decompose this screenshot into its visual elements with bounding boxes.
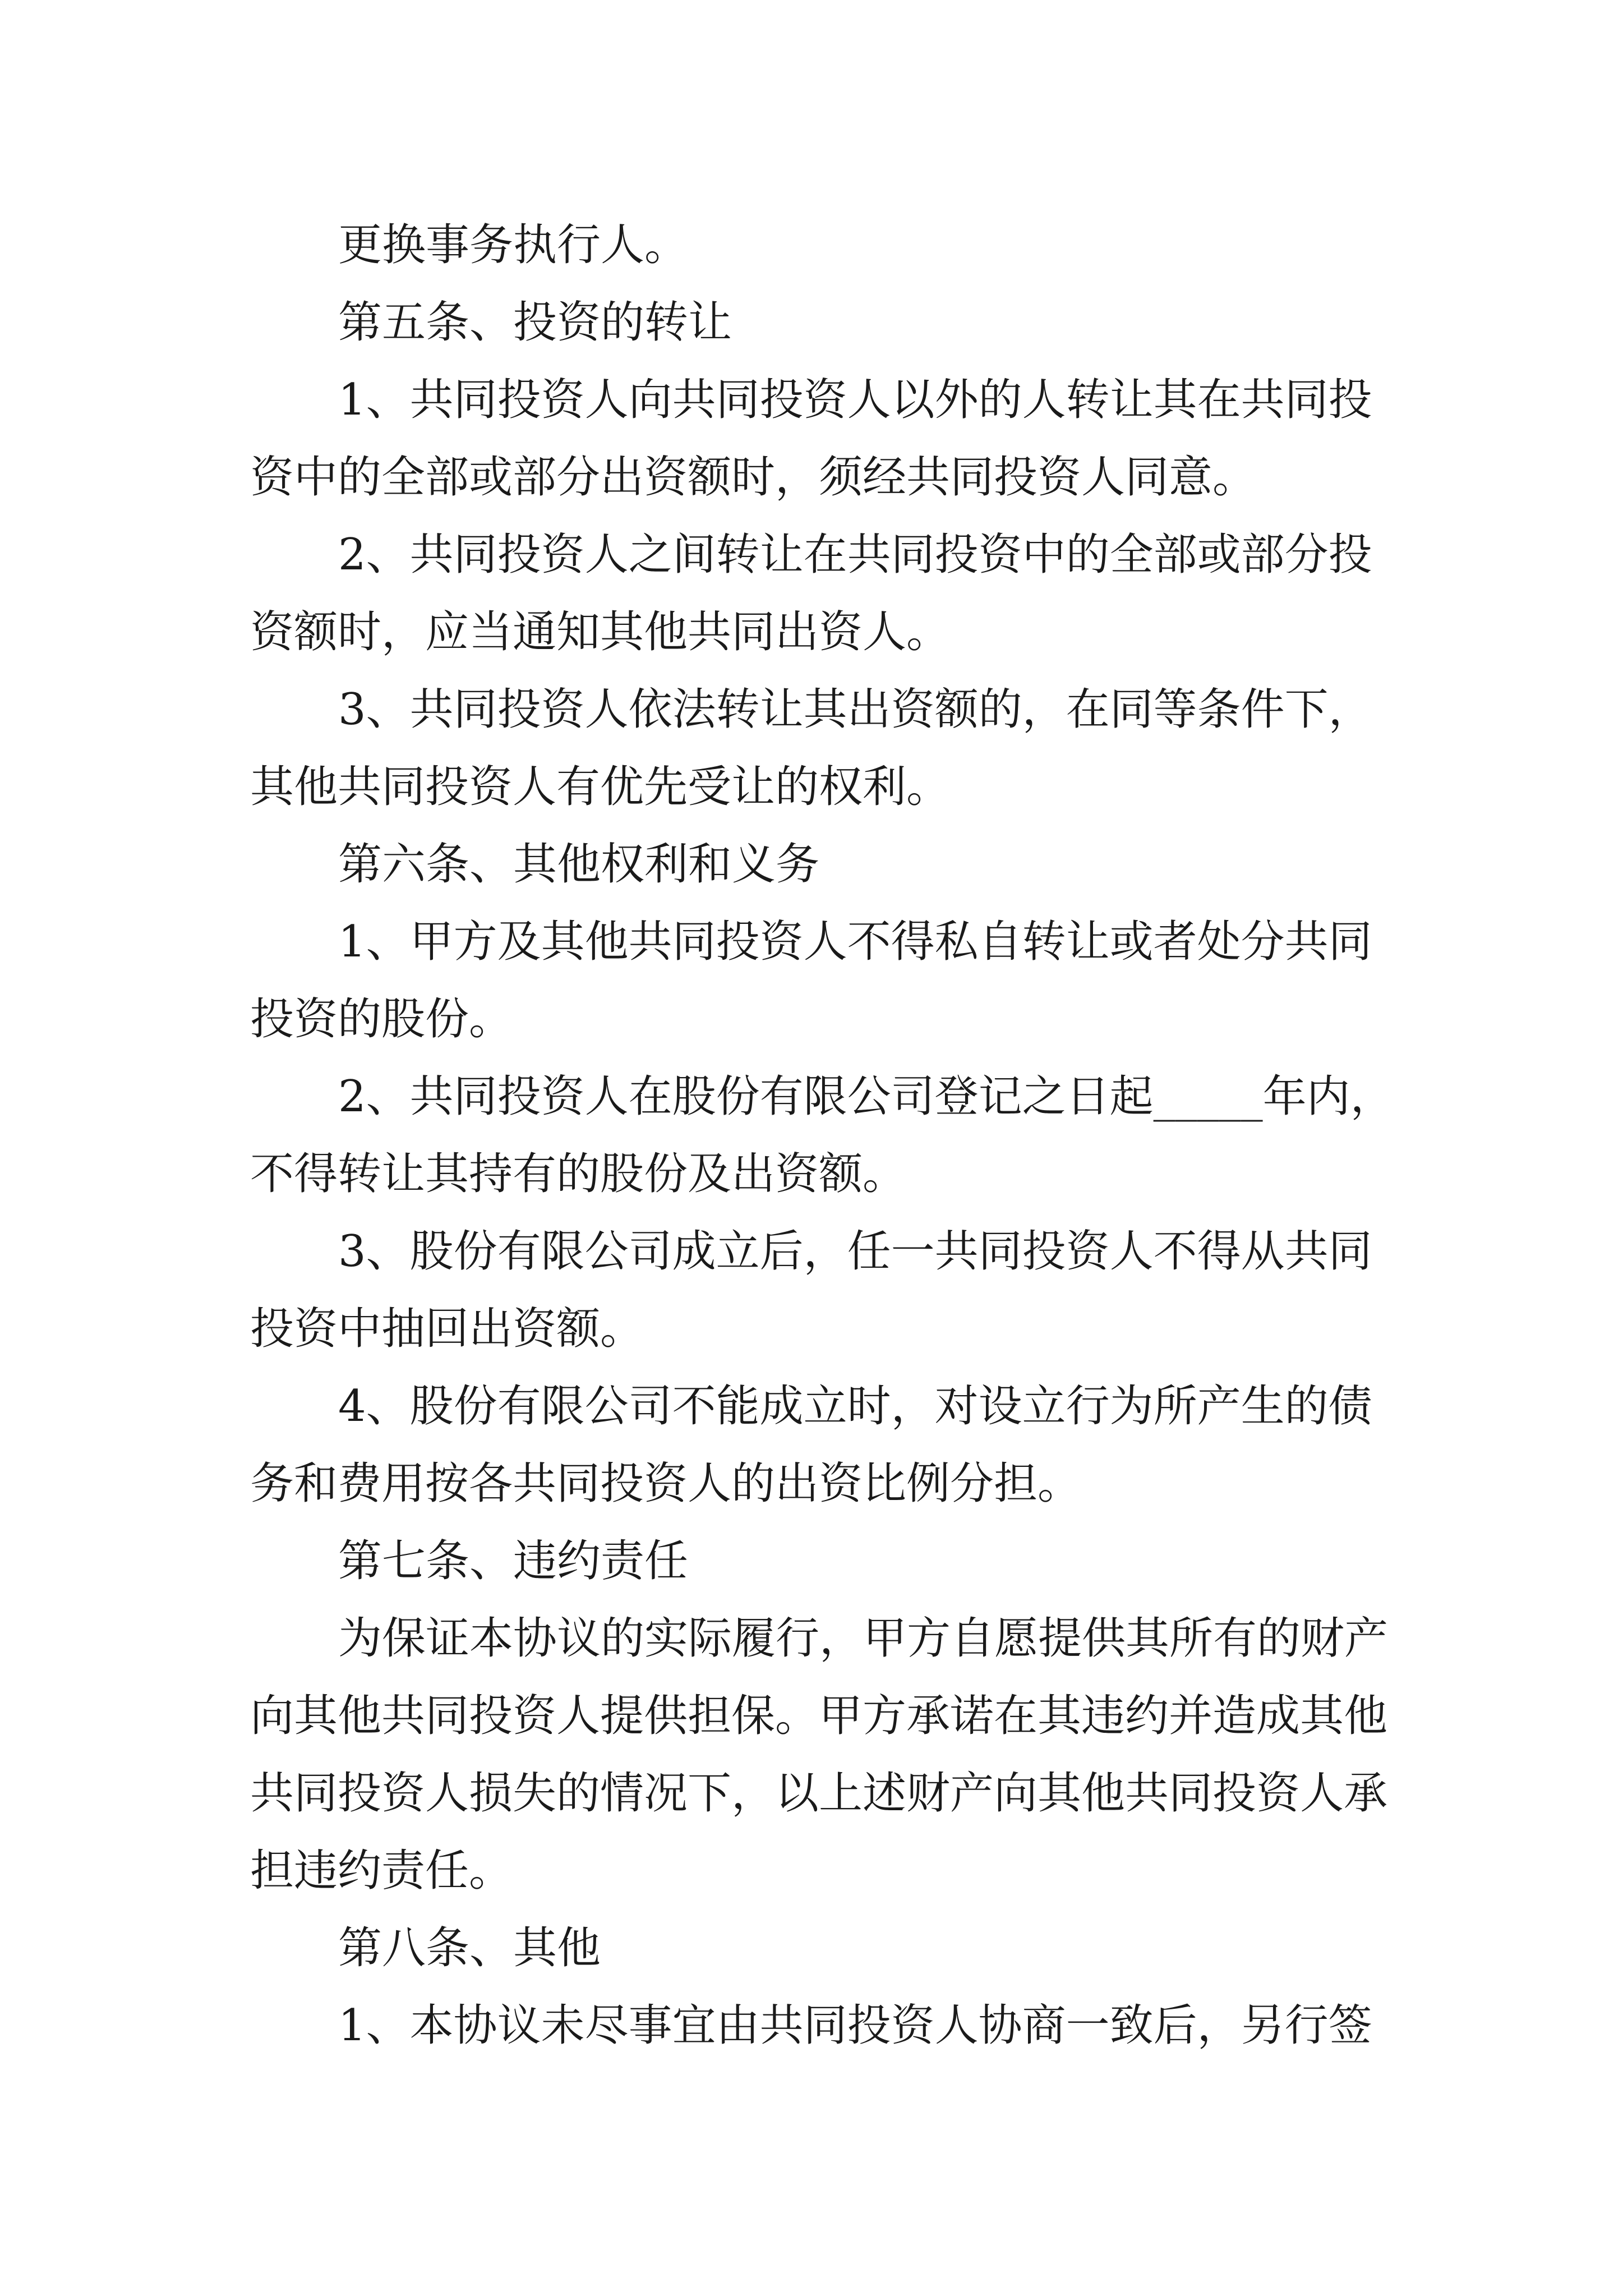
text-line: 2、共同投资人之间转让在共同投资中的全部或部分投 [338, 530, 1372, 580]
text-line: 不得转让其持有的股份及出资额。 [250, 1149, 907, 1199]
text-line: 其他共同投资人有优先受让的权利。 [250, 762, 951, 812]
text-line: 更换事务执行人。 [338, 220, 689, 270]
text-line: 投资的股份。 [250, 994, 513, 1045]
text-line: 资中的全部或部分出资额时，须经共同投资人同意。 [250, 452, 1257, 503]
text-line: 共同投资人损失的情况下，以上述财产向其他共同投资人承 [250, 1768, 1388, 1819]
section-heading: 第五条、投资的转让 [338, 297, 732, 348]
text-line: 务和费用按各共同投资人的出资比例分担。 [250, 1458, 1082, 1509]
text-line: 4、股份有限公司不能成立时，对设立行为所产生的债 [338, 1381, 1372, 1432]
text-line: 1、本协议未尽事宜由共同投资人协商一致后，另行签 [338, 2000, 1372, 2051]
text-line: 投资中抽回出资额。 [250, 1304, 644, 1354]
text-line: 3、共同投资人依法转让其出资额的，在同等条件下， [338, 684, 1372, 735]
section-heading: 第八条、其他 [338, 1923, 601, 1973]
section-heading: 第七条、违约责任 [338, 1536, 689, 1586]
text-line: 3、股份有限公司成立后，任一共同投资人不得从共同 [338, 1226, 1372, 1277]
text-line: 资额时，应当通知其他共同出资人。 [250, 607, 951, 657]
text-line: 2、共同投资人在股份有限公司登记之日起_____年内， [338, 1071, 1394, 1122]
section-heading: 第六条、其他权利和义务 [338, 839, 820, 890]
text-line: 1、甲方及其他共同投资人不得私自转让或者处分共同 [338, 917, 1372, 967]
text-line: 担违约责任。 [250, 1846, 513, 1896]
text-line: 向其他共同投资人提供担保。甲方承诺在其违约并造成其他 [250, 1691, 1388, 1741]
text-line: 1、共同投资人向共同投资人以外的人转让其在共同投 [338, 375, 1372, 425]
text-line: 为保证本协议的实际履行，甲方自愿提供其所有的财产 [338, 1613, 1389, 1664]
